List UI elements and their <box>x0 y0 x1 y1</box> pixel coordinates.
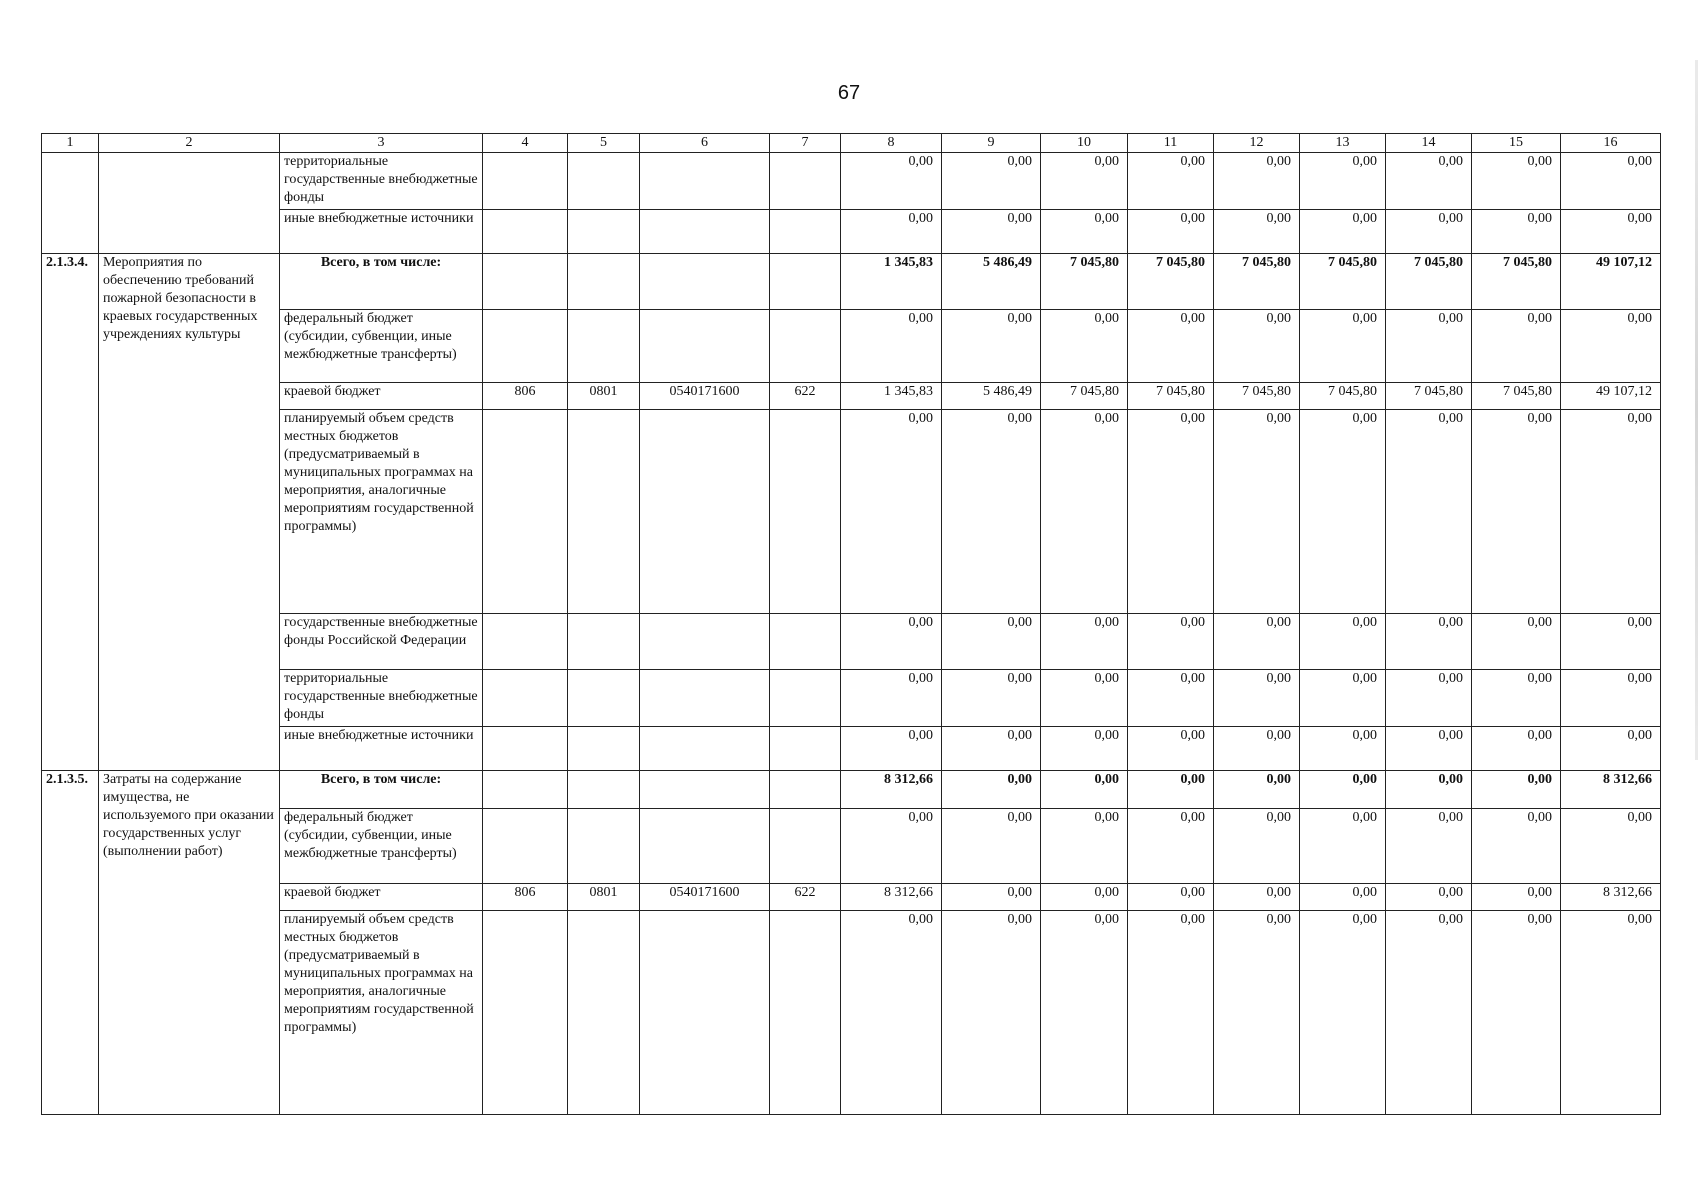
budget-code <box>770 771 841 809</box>
page-number: 67 <box>837 82 861 104</box>
amount-cell: 0,00 <box>1472 614 1561 670</box>
budget-table <box>41 133 1661 1115</box>
amount-cell: 0,00 <box>1300 911 1386 1115</box>
budget-code: 0801 <box>568 884 640 911</box>
amount-cell: 0,00 <box>942 884 1041 911</box>
table-row <box>42 210 1661 254</box>
amount-cell: 0,00 <box>1214 614 1300 670</box>
item-name: Затраты на содержание имущества, не используемого при оказании государственных услуг (выполнении работ) <box>99 771 280 1115</box>
amount-cell: 0,00 <box>1561 809 1661 884</box>
budget-code <box>483 254 568 310</box>
amount-cell: 0,00 <box>1386 670 1472 727</box>
budget-code <box>640 254 770 310</box>
budget-code <box>568 254 640 310</box>
amount-cell: 0,00 <box>1561 410 1661 614</box>
amount-cell: 0,00 <box>1128 884 1214 911</box>
amount-cell: 0,00 <box>1128 670 1214 727</box>
amount-cell: 0,00 <box>1300 153 1386 210</box>
amount-cell: 0,00 <box>1300 310 1386 383</box>
amount-cell: 7 045,80 <box>1472 383 1561 410</box>
amount-cell: 0,00 <box>1041 727 1128 771</box>
budget-code <box>770 727 841 771</box>
amount-cell: 0,00 <box>1041 771 1128 809</box>
amount-cell: 0,00 <box>1128 727 1214 771</box>
amount-cell: 0,00 <box>1472 809 1561 884</box>
budget-code <box>483 727 568 771</box>
funding-source: федеральный бюджет (субсидии, субвенции, иные межбюджетные трансферты) <box>280 809 483 884</box>
column-number: 2 <box>99 134 280 153</box>
budget-code <box>640 310 770 383</box>
item-number <box>42 153 99 254</box>
amount-cell: 0,00 <box>1128 771 1214 809</box>
amount-cell: 0,00 <box>841 410 942 614</box>
funding-source: планируемый объем средств местных бюджетов (предусматриваемый в муниципальных программах на мероприятия, аналогичные мероприятиям государственной программы) <box>280 410 483 614</box>
column-number: 11 <box>1128 134 1214 153</box>
budget-code <box>770 670 841 727</box>
budget-code <box>483 153 568 210</box>
amount-cell: 0,00 <box>1300 614 1386 670</box>
funding-source: федеральный бюджет (субсидии, субвенции, иные межбюджетные трансферты) <box>280 310 483 383</box>
budget-code <box>568 153 640 210</box>
budget-code <box>770 210 841 254</box>
amount-cell: 0,00 <box>1041 210 1128 254</box>
amount-cell: 7 045,80 <box>1386 254 1472 310</box>
budget-code <box>568 809 640 884</box>
amount-cell: 0,00 <box>841 153 942 210</box>
amount-cell: 0,00 <box>1386 410 1472 614</box>
column-number-row <box>42 134 1661 153</box>
table-row <box>42 727 1661 771</box>
amount-cell: 7 045,80 <box>1128 254 1214 310</box>
budget-code: 806 <box>483 884 568 911</box>
amount-cell: 8 312,66 <box>841 884 942 911</box>
amount-cell: 0,00 <box>942 310 1041 383</box>
amount-cell: 0,00 <box>1041 911 1128 1115</box>
budget-code <box>483 210 568 254</box>
amount-cell: 7 045,80 <box>1041 254 1128 310</box>
amount-cell: 7 045,80 <box>1214 383 1300 410</box>
budget-code <box>483 614 568 670</box>
column-number: 1 <box>42 134 99 153</box>
amount-cell: 5 486,49 <box>942 383 1041 410</box>
funding-source: краевой бюджет <box>280 383 483 410</box>
column-number: 14 <box>1386 134 1472 153</box>
budget-code <box>568 670 640 727</box>
funding-source: территориальные государственные внебюджетные фонды <box>280 670 483 727</box>
amount-cell: 0,00 <box>942 410 1041 614</box>
amount-cell: 0,00 <box>1041 310 1128 383</box>
table-row <box>42 614 1661 670</box>
amount-cell: 0,00 <box>1214 727 1300 771</box>
budget-code: 622 <box>770 884 841 911</box>
budget-code <box>483 911 568 1115</box>
budget-code <box>640 614 770 670</box>
amount-cell: 0,00 <box>1386 884 1472 911</box>
amount-cell: 0,00 <box>1300 670 1386 727</box>
budget-code <box>770 410 841 614</box>
amount-cell: 0,00 <box>942 809 1041 884</box>
budget-code <box>483 310 568 383</box>
budget-code <box>770 254 841 310</box>
budget-code <box>568 410 640 614</box>
table-row <box>42 809 1661 884</box>
column-number: 8 <box>841 134 942 153</box>
column-number: 12 <box>1214 134 1300 153</box>
amount-cell: 0,00 <box>841 614 942 670</box>
amount-cell: 0,00 <box>1128 310 1214 383</box>
amount-cell: 7 045,80 <box>1041 383 1128 410</box>
amount-cell: 0,00 <box>1128 153 1214 210</box>
column-number: 10 <box>1041 134 1128 153</box>
amount-cell: 1 345,83 <box>841 383 942 410</box>
column-number: 6 <box>640 134 770 153</box>
amount-cell: 1 345,83 <box>841 254 942 310</box>
funding-source: государственные внебюджетные фонды Российской Федерации <box>280 614 483 670</box>
amount-cell: 7 045,80 <box>1214 254 1300 310</box>
column-number: 13 <box>1300 134 1386 153</box>
amount-cell: 0,00 <box>1214 310 1300 383</box>
budget-code <box>483 410 568 614</box>
table-row <box>42 911 1661 1115</box>
amount-cell: 49 107,12 <box>1561 383 1661 410</box>
amount-cell: 0,00 <box>1561 911 1661 1115</box>
budget-code <box>770 809 841 884</box>
amount-cell: 0,00 <box>1472 670 1561 727</box>
amount-cell: 0,00 <box>1214 153 1300 210</box>
budget-code <box>483 771 568 809</box>
amount-cell: 0,00 <box>942 153 1041 210</box>
amount-cell: 0,00 <box>1386 310 1472 383</box>
amount-cell: 0,00 <box>1386 614 1472 670</box>
budget-code <box>640 210 770 254</box>
amount-cell: 5 486,49 <box>942 254 1041 310</box>
amount-cell: 0,00 <box>942 771 1041 809</box>
column-number: 7 <box>770 134 841 153</box>
amount-cell: 0,00 <box>942 727 1041 771</box>
amount-cell: 0,00 <box>1214 670 1300 727</box>
amount-cell: 0,00 <box>841 670 942 727</box>
budget-code <box>640 911 770 1115</box>
budget-code <box>568 210 640 254</box>
amount-cell: 0,00 <box>1214 410 1300 614</box>
budget-code: 0540171600 <box>640 383 770 410</box>
table-row <box>42 310 1661 383</box>
amount-cell: 7 045,80 <box>1300 383 1386 410</box>
budget-code: 806 <box>483 383 568 410</box>
funding-source: территориальные государственные внебюджетные фонды <box>280 153 483 210</box>
amount-cell: 7 045,80 <box>1472 254 1561 310</box>
amount-cell: 0,00 <box>1386 153 1472 210</box>
amount-cell: 49 107,12 <box>1561 254 1661 310</box>
amount-cell: 0,00 <box>1300 809 1386 884</box>
amount-cell: 0,00 <box>841 911 942 1115</box>
budget-code <box>483 670 568 727</box>
budget-code <box>568 614 640 670</box>
table-row <box>42 254 1661 310</box>
amount-cell: 0,00 <box>1214 911 1300 1115</box>
funding-source: планируемый объем средств местных бюджетов (предусматриваемый в муниципальных программах на мероприятия, аналогичные мероприятиям государственной программы) <box>280 911 483 1115</box>
amount-cell: 0,00 <box>1472 153 1561 210</box>
amount-cell: 0,00 <box>1128 911 1214 1115</box>
amount-cell: 0,00 <box>942 210 1041 254</box>
amount-cell: 0,00 <box>1472 310 1561 383</box>
amount-cell: 0,00 <box>1300 727 1386 771</box>
amount-cell: 0,00 <box>1472 771 1561 809</box>
budget-code: 0801 <box>568 383 640 410</box>
funding-source: Всего, в том числе: <box>280 771 483 809</box>
budget-code <box>770 614 841 670</box>
amount-cell: 0,00 <box>942 911 1041 1115</box>
budget-code <box>483 809 568 884</box>
amount-cell: 0,00 <box>841 727 942 771</box>
amount-cell: 0,00 <box>841 210 942 254</box>
funding-source: краевой бюджет <box>280 884 483 911</box>
column-number: 9 <box>942 134 1041 153</box>
amount-cell: 0,00 <box>1300 410 1386 614</box>
column-number: 5 <box>568 134 640 153</box>
amount-cell: 0,00 <box>1300 771 1386 809</box>
amount-cell: 0,00 <box>1128 210 1214 254</box>
column-number: 4 <box>483 134 568 153</box>
amount-cell: 0,00 <box>1561 727 1661 771</box>
amount-cell: 8 312,66 <box>1561 884 1661 911</box>
amount-cell: 0,00 <box>1472 727 1561 771</box>
column-number: 3 <box>280 134 483 153</box>
budget-code <box>568 310 640 383</box>
amount-cell: 0,00 <box>1041 670 1128 727</box>
amount-cell: 0,00 <box>1041 153 1128 210</box>
budget-code <box>568 911 640 1115</box>
amount-cell: 0,00 <box>1128 809 1214 884</box>
amount-cell: 0,00 <box>1128 614 1214 670</box>
amount-cell: 0,00 <box>1472 410 1561 614</box>
amount-cell: 0,00 <box>1386 771 1472 809</box>
budget-code: 622 <box>770 383 841 410</box>
amount-cell: 0,00 <box>1472 210 1561 254</box>
funding-source: Всего, в том числе: <box>280 254 483 310</box>
amount-cell: 0,00 <box>1214 210 1300 254</box>
table-row <box>42 771 1661 809</box>
item-name: Мероприятия по обеспечению требований пожарной безопасности в краевых государственных учреждениях культуры <box>99 254 280 771</box>
amount-cell: 0,00 <box>1561 153 1661 210</box>
amount-cell: 0,00 <box>1300 884 1386 911</box>
table-row <box>42 670 1661 727</box>
amount-cell: 7 045,80 <box>1128 383 1214 410</box>
budget-code <box>640 771 770 809</box>
column-number: 16 <box>1561 134 1661 153</box>
amount-cell: 0,00 <box>1041 410 1128 614</box>
table-row <box>42 884 1661 911</box>
amount-cell: 0,00 <box>1041 884 1128 911</box>
amount-cell: 8 312,66 <box>1561 771 1661 809</box>
amount-cell: 7 045,80 <box>1386 383 1472 410</box>
amount-cell: 0,00 <box>1386 809 1472 884</box>
amount-cell: 0,00 <box>942 670 1041 727</box>
amount-cell: 0,00 <box>1041 809 1128 884</box>
amount-cell: 0,00 <box>1561 614 1661 670</box>
item-number: 2.1.3.5. <box>42 771 99 1115</box>
amount-cell: 0,00 <box>1386 911 1472 1115</box>
funding-source: иные внебюджетные источники <box>280 727 483 771</box>
amount-cell: 0,00 <box>841 809 942 884</box>
amount-cell: 0,00 <box>1561 210 1661 254</box>
funding-source: иные внебюджетные источники <box>280 210 483 254</box>
budget-code <box>770 310 841 383</box>
amount-cell: 0,00 <box>1214 809 1300 884</box>
amount-cell: 0,00 <box>1300 210 1386 254</box>
amount-cell: 0,00 <box>942 614 1041 670</box>
budget-code <box>640 809 770 884</box>
amount-cell: 7 045,80 <box>1300 254 1386 310</box>
budget-code <box>568 771 640 809</box>
amount-cell: 0,00 <box>1561 670 1661 727</box>
budget-code: 0540171600 <box>640 884 770 911</box>
amount-cell: 0,00 <box>1128 410 1214 614</box>
amount-cell: 0,00 <box>1472 884 1561 911</box>
item-number: 2.1.3.4. <box>42 254 99 771</box>
budget-code <box>568 727 640 771</box>
budget-code <box>640 670 770 727</box>
amount-cell: 0,00 <box>841 310 942 383</box>
budget-code <box>640 727 770 771</box>
amount-cell: 0,00 <box>1041 614 1128 670</box>
table-row <box>42 153 1661 210</box>
column-number: 15 <box>1472 134 1561 153</box>
table-row <box>42 410 1661 614</box>
budget-code <box>770 153 841 210</box>
table-body <box>42 134 1661 1115</box>
amount-cell: 0,00 <box>1386 727 1472 771</box>
budget-code <box>770 911 841 1115</box>
item-name <box>99 153 280 254</box>
table-row <box>42 383 1661 410</box>
amount-cell: 0,00 <box>1386 210 1472 254</box>
budget-code <box>640 410 770 614</box>
amount-cell: 0,00 <box>1472 911 1561 1115</box>
amount-cell: 8 312,66 <box>841 771 942 809</box>
budget-code <box>640 153 770 210</box>
amount-cell: 0,00 <box>1214 884 1300 911</box>
amount-cell: 0,00 <box>1214 771 1300 809</box>
amount-cell: 0,00 <box>1561 310 1661 383</box>
